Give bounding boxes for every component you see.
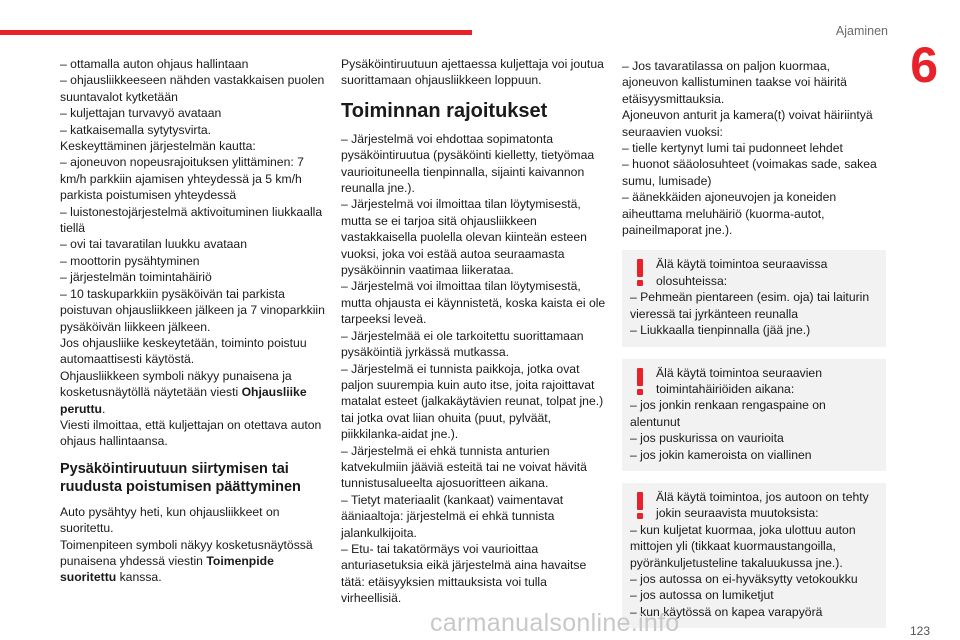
chapter-number: 6 [910,37,938,93]
text-span: Toimenpiteen symboli näkyy kosketusnäytössä punaisena yhdessä viestin [60,537,313,568]
text-line: – äänekkäiden ajoneuvojen ja koneiden aiheuttama meluhäiriö (kuorma-autot, paineilmaporat jne.). [622,190,837,238]
ui-message-bold: Toimenpide suoritettu [60,553,274,585]
section-title: Ajaminen [835,24,888,38]
intro-text: Pysäköintiruutuun ajettaessa kuljettaja voi joutua suorittamaan ohjausliikkeen loppuun. [341,57,604,88]
accent-bar [0,30,472,35]
text-line: – ajoneuvon nopeusrajoituksen ylittäminen: 7 km/h parkkiin ajamisen yhteydessä ja 5 km/h parkista poistumisen yhteydessä [60,155,304,203]
warning-item: – kun käytössä on kapea varapyörä [630,604,823,619]
column-left [60,56,325,586]
paragraph [60,537,325,586]
ui-message-bold: Ohjausliike peruttu [60,385,307,416]
warning-item: – jos jonkin renkaan rengaspaine on alentunut [630,398,826,429]
text-line: – ottamalla auton ohjaus hallintaan [60,57,249,71]
warning-item: – jos autossa on lumiketjut [630,588,774,603]
text-line: – huonot sääolosuhteet (voimakas sade, sakea sumu, lumisade) [622,157,877,188]
warning-item: – jos jokin kameroista on viallinen [630,447,812,462]
warning-heading: Älä käytä toimintoa, jos autoon on tehty jokin seuraavista muutoksista: [656,489,869,521]
text-line: Viesti ilmoittaa, että kuljettajan on otettava auton ohjaus hallintaansa. [60,417,322,449]
text-line: Ajoneuvon anturit ja kamera(t) voivat häiriintyä seuraavien vuoksi: [622,108,873,139]
warning-item: – jos puskurissa on vaurioita [630,431,784,446]
exclamation-icon [634,259,646,287]
list-item: – Järjestelmää ei ole tarkoitettu suorittamaan pysäköintiä jyrkässä mutkassa. [341,328,584,360]
warning-heading: Älä käytä toimintoa seuraavissa olosuhteissa: [656,257,828,288]
warning-heading: Älä käytä toimintoa seuraavien toimintahäiriöiden aikana: [656,365,822,396]
text-line: Jos ohjausliike keskeytetään, toiminto poistuu automaattisesti käytöstä. [60,335,307,367]
text-span: Ohjausliikkeen symboli näkyy punaisena ja kosketusnäytöllä näytetään viesti [60,368,292,400]
warning-item: – Pehmeän pientareen (esim. oja) tai laiturin vieressä tai jyrkänteen reunalla [630,290,870,321]
list-item: – Etu- tai takatörmäys voi vaurioittaa anturiasetuksia eikä järjestelmä aina havaitse tätä: etäisyyksien mittauksista voi tulla virheellisiä. [341,541,587,606]
section-heading: Toiminnan rajoitukset [341,99,548,122]
text-line: – ovi tai tavaratilan luukku avataan [60,237,247,252]
text-line: – 10 taskuparkkiin pysäköivän tai parkista poistuvan ohjausliikkeen jälkeen ja 7 vinoparkkiin pysäköivän liikkeen jälkeen. [60,286,325,334]
warning-item: – kun kuljetat kuormaa, joka ulottuu auton mittojen yli (tikkaat kuormaustangoilla, pyöränkuljetusteline takaluukussa jne.). [630,522,856,570]
list-item: – Järjestelmä ei ehkä tunnista anturien katvekulmiin jääviä esteitä tai ne voivat hävitä tunnistusalueelta ajosuoritteen aikana. [341,443,587,491]
warning-box [622,483,886,628]
text-line: Keskeyttäminen järjestelmän kautta: [60,139,256,154]
text-line: Auto pysähtyy heti, kun ohjausliikkeet on suoritettu. [60,504,280,536]
page-number: 123 [909,624,930,638]
column-right [622,58,886,628]
warning-item: – Liukkaalla tienpinnalla (jää jne.) [630,323,811,338]
text-line: – kuljettajan turvavyö avataan [60,106,222,121]
column-middle [341,56,606,607]
list-item: – Järjestelmä ei tunnista paikkoja, jotka ovat paljon suurempia kuin auto itse, joita rajoittavat matalat esteet (jalkakäytävien reunat, tolpat jne.) tai jotka ovat liian ohuita (puut, pylväät, piikkilanka-aidat jne.). [341,361,604,442]
text-span: kanssa. [116,570,162,585]
text-line: – moottorin pysähtyminen [60,253,200,268]
exclamation-icon [634,492,646,520]
list-item: – Järjestelmä voi ehdottaa sopimatonta pysäköintiruutua (pysäköinti kielletty, tietyömaa vaurioituneella tienpinnalla, sijainti kaivannon reunalla jne.). [341,131,595,196]
list-item: – Tietyt materiaalit (kankaat) vaimentavat ääniaaltoja: järjestelmä ei ehkä tunnista jalankulkijoita. [341,492,564,540]
paragraph [60,368,325,417]
exclamation-icon [634,368,646,396]
list-item: – Järjestelmä voi ilmoittaa tilan löytymisestä, mutta se ei tarjoa sitä ohjausliikkeen vastakkaisella puolella olevan kiinteän esteen vuoksi, joka voi estää autoa seuraamasta pysäköinnin vaatimaa liikerataa. [341,197,587,278]
text-line: – katkaisemalla sytytysvirta. [60,122,212,137]
subheading: Pysäköintiruutuun siirtymisen tai ruudusta poistumisen päättyminen [60,460,301,495]
text-line: – ohjausliikkeeseen nähden vastakkaisen puolen suuntavalot kytketään [60,73,325,104]
list-item: – Järjestelmä voi ilmoittaa tilan löytymisestä, mutta ohjausta ei käynnistetä, koska kaista ei ole tarpeeksi leveä. [341,279,606,327]
text-line: – Jos tavaratilassa on paljon kuormaa, ajoneuvon kallistuminen taakse voi häiritä etäisyysmittauksia. [622,59,847,106]
warning-box [622,250,886,346]
warning-item: – jos autossa on ei-hyväksytty vetokoukku [630,571,858,586]
text-line: – tielle kertynyt lumi tai pudonneet lehdet [622,141,843,156]
warning-box [622,359,886,471]
text-span: . [101,401,106,416]
text-line: – järjestelmän toimintahäiriö [60,270,212,285]
watermark: carmanualsonline.info [430,609,680,637]
text-line: – luistonestojärjestelmä aktivoituminen liukkaalla tiellä [60,204,323,236]
